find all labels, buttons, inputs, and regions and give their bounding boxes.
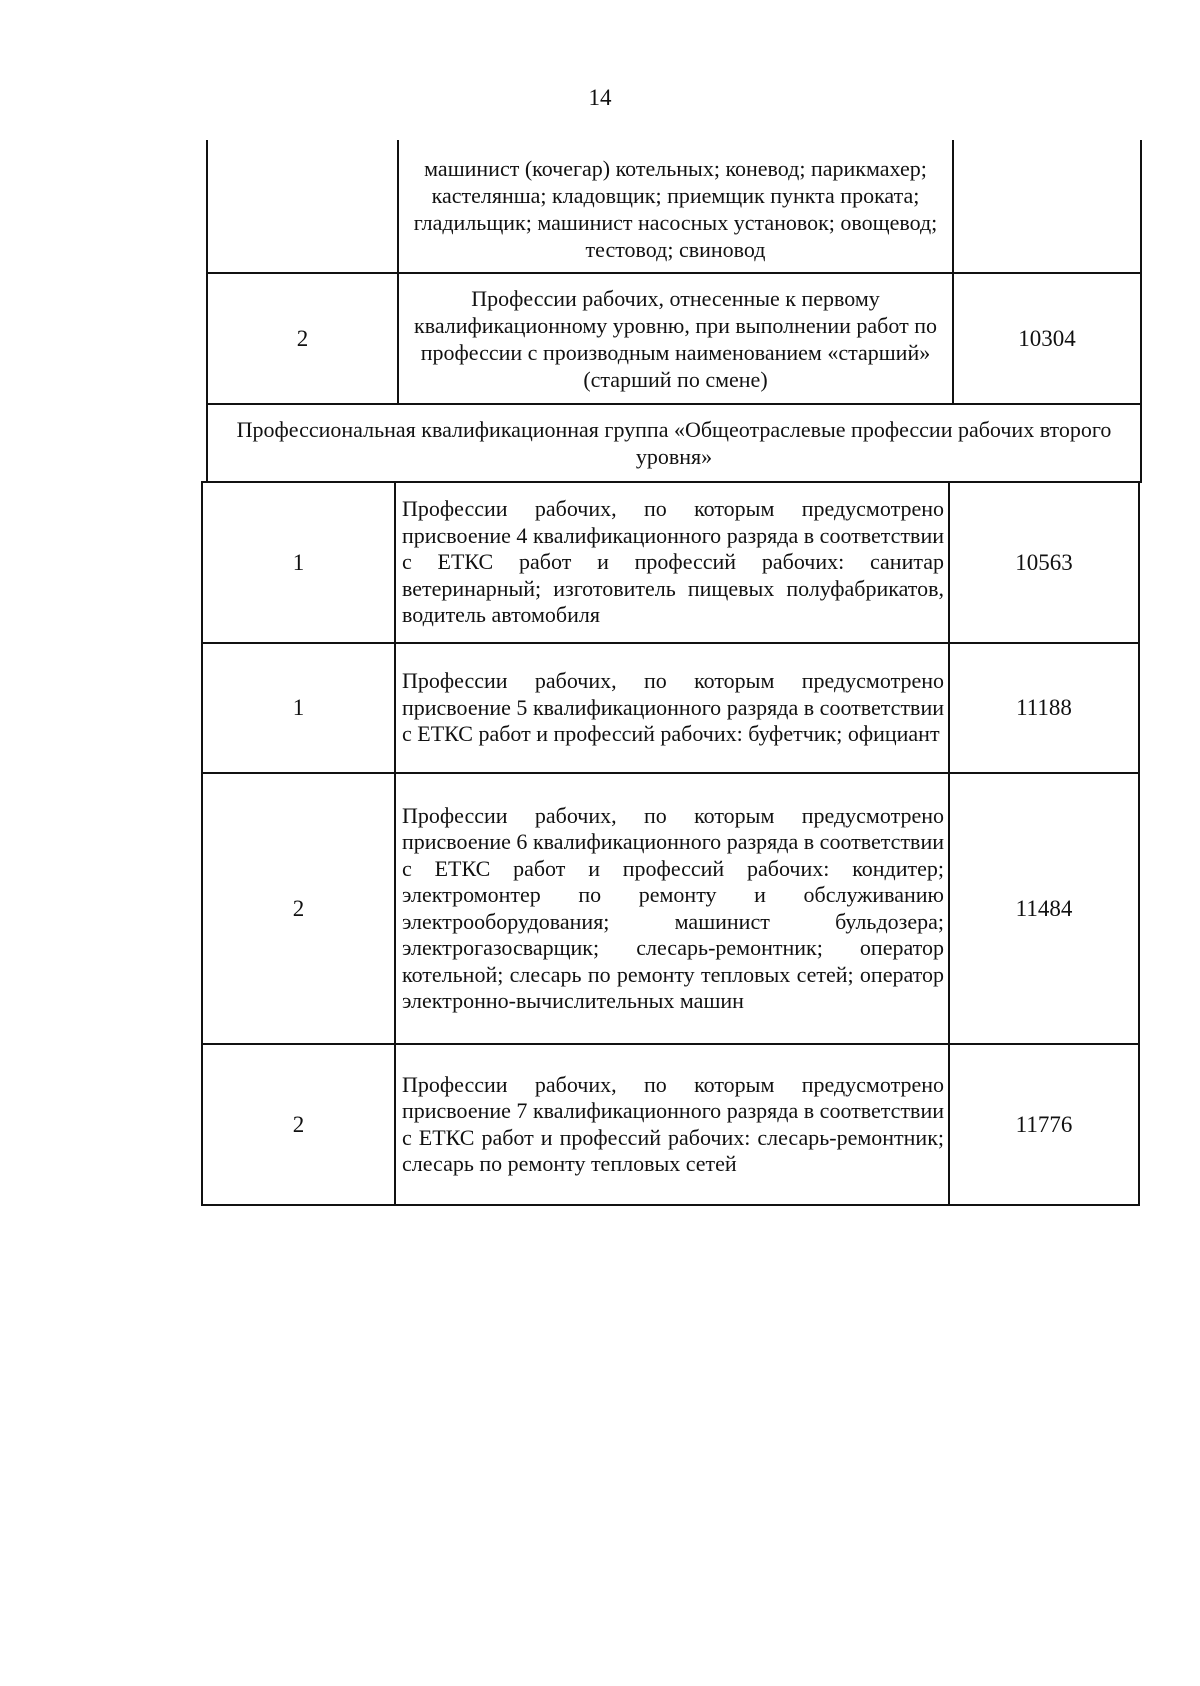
table-row-5-description [396,774,948,1043]
table-row-4-salary: 11188 [1016,695,1072,720]
table-row-5-level: 2 [292,895,305,921]
table-bottom-border [201,1204,1140,1206]
table-row-2-salary: 10304 [1018,325,1076,351]
table-row-6-salary: 11776 [1015,1111,1073,1137]
page-number: 14 [588,85,612,110]
table-row-3-salary: 10563 [1015,549,1073,575]
table-row-3-description-text: Профессии рабочих, по которым предусмотрено присвоение 4 квалификационного разряда в соответствии с ЕТКС работ и профессий рабочих: санитар ветеринарный; изготовитель пищевых полуфабрикатов, водитель автомобиля [402,496,944,628]
table-row-3-description [396,483,948,642]
table-row-4-description [396,644,948,772]
table-row-4-level: 1 [292,695,305,720]
table-row-6-level: 2 [292,1111,305,1137]
table-border-right-group [1140,403,1142,481]
table-row-5-description-text: Профессии рабочих, по которым предусмотрено присвоение 6 квалификационного разряда в соответствии с ЕТКС работ и профессий рабочих: кондитер; электромонтер по ремонту и обслуживанию электрооборудования; машинист бульдозера; электрогазосварщик; слесарь-ремонтник; оператор котельной; слесарь по ремонту тепловых сетей; оператор электронно-вычислительных машин [402,802,944,1013]
table-row-4-description-text: Профессии рабочих, по которым предусмотрено присвоение 5 квалификационного разряда в соответствии с ЕТКС работ и профессий рабочих: буфетчик; официант [402,668,944,747]
table-row-6-description-text: Профессии рабочих, по которым предусмотрено присвоение 7 квалификационного разряда в соответствии с ЕТКС работ и профессий рабочих: слесарь-ремонтник; слесарь по ремонту тепловых сетей [402,1071,944,1176]
table-row-2-description: Профессии рабочих, отнесенные к первому квалификационному уровню, при выполнении работ по профессии с производным наименованием «старший» (старший по смене) [414,285,937,392]
table-row-1-level [208,140,397,272]
qualification-group-header: Профессиональная квалификационная группа «Общеотраслевые профессии рабочих второго уровня» [236,417,1112,469]
table-row-2-level: 2 [296,325,309,351]
table-row-1-salary [954,140,1140,272]
table-row-3-level: 1 [292,549,305,575]
table-row-1-description: машинист (кочегар) котельных; коневод; парикмахер; кастелянша; кладовщик; приемщик пункта проката; гладильщик; машинист насосных установок; овощевод; тестовод; свиновод [413,156,938,262]
table-row-5-salary: 11484 [1015,895,1073,921]
table-row-6-description [396,1045,948,1204]
table-border-right-lower [1138,481,1140,1206]
